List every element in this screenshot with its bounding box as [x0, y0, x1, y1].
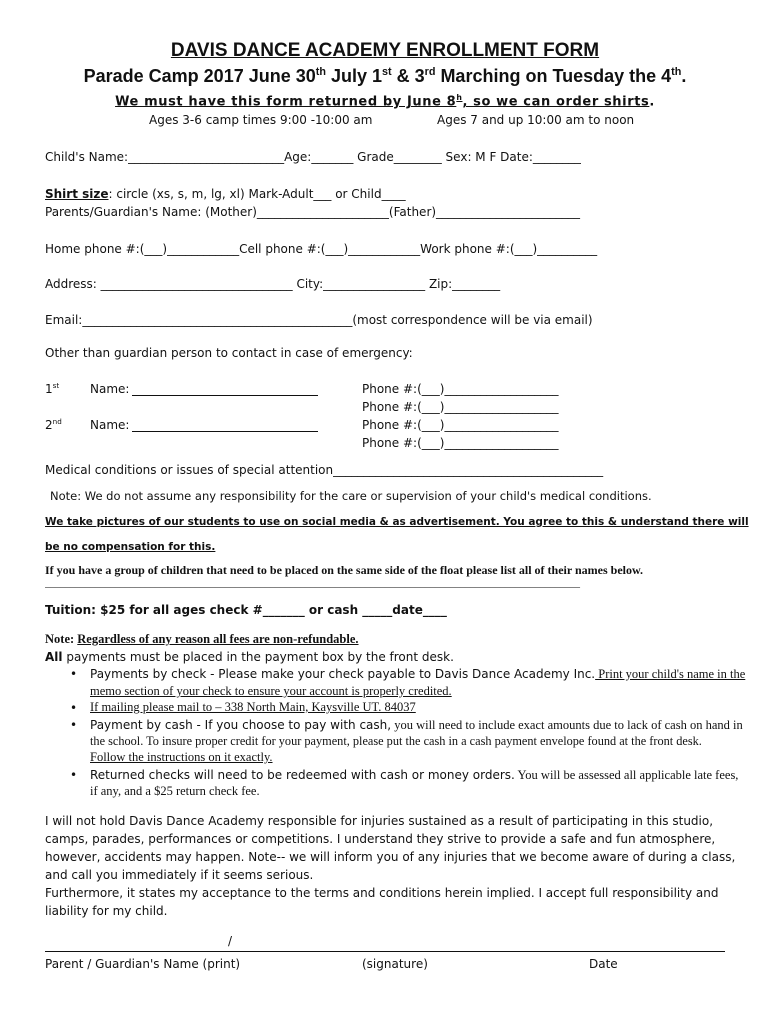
liability-line-1: I will not hold Davis Dance Academy responsible for injuries sustained as a result of participating in this studio, — [45, 814, 714, 828]
contact-1-name-label: Name: — [90, 382, 130, 396]
liability-line-6: liability for my child. — [45, 904, 168, 918]
emergency-contact-intro: Other than guardian person to contact in case of emergency: — [45, 346, 413, 360]
return-deadline: We must have this form returned by June 8$^h$, so we can order shirts. — [115, 93, 655, 110]
medical-conditions-line[interactable]: Medical conditions or issues of special attention_____________________________________________ — [45, 463, 604, 477]
phone-numbers-line[interactable]: Home phone #:(___)____________Cell phone #:(___)____________Work phone #:(___)__________ — [45, 242, 598, 256]
contact-phone-4[interactable]: Phone #:(___)___________________ — [362, 436, 559, 450]
bullet-returned: • — [70, 768, 78, 782]
payment-check-line-1: Payments by check - Please make your check payable to Davis Dance Academy Inc. Print your child's name in the — [90, 667, 746, 681]
liability-line-2: camps, parades, performances or competitions. I understand they strive to provide a safe and fun atmosphere, — [45, 832, 716, 846]
bullet-cash: • — [70, 718, 78, 732]
form-subtitle: Parade Camp 2017 June 30th July 1st & 3rd Marching on Tuesday the 4th. — [83, 66, 687, 86]
contact-phone-2[interactable]: Phone #:(___)___________________ — [362, 400, 559, 414]
ages-young-times: Ages 3-6 camp times 9:00 -10:00 am — [149, 113, 373, 127]
payment-box-note: All payments must be placed in the payment box by the front desk. — [45, 650, 454, 664]
shirt-size-line[interactable]: Shirt size: circle (xs, s, m, lg, xl) Mark-Adult___ or Child____ — [45, 187, 406, 201]
address-line[interactable]: Address: ________________________________ City:_________________ Zip:________ — [45, 277, 501, 291]
mailing-address: If mailing please mail to – 338 North Main, Kaysville UT. 84037 — [90, 700, 416, 714]
contact-1-number: 1st — [45, 381, 60, 396]
contact-2-name-field[interactable] — [132, 431, 318, 432]
tuition-line[interactable]: Tuition: $25 for all ages check #_______ or cash _____date____ — [45, 603, 447, 617]
returned-checks-line-1: Returned checks will need to be redeemed with cash or money orders. You will be assessed all applicable late fees, — [90, 768, 739, 782]
form-title: DAVIS DANCE ACADEMY ENROLLMENT FORM — [170, 40, 600, 61]
ages-old-times: Ages 7 and up 10:00 am to noon — [437, 113, 635, 127]
refund-note: Note: Regardless of any reason all fees are non-refundable. — [45, 632, 359, 646]
payment-cash-line-2: the school. To insure proper credit for your payment, please put the cash in a cash payment envelope found at the front desk. — [90, 734, 702, 748]
photo-consent-line-2: be no compensation for this. — [45, 541, 216, 553]
contact-phone-1[interactable]: Phone #:(___)___________________ — [362, 382, 559, 396]
email-line[interactable]: Email:_____________________________________________(most correspondence will be via email) — [45, 313, 593, 327]
parents-name-line[interactable]: Parents/Guardian's Name: (Mother)______________________(Father)________________________ — [45, 205, 581, 219]
signature-line[interactable] — [45, 951, 725, 952]
liability-line-3: however, accidents may happen. Note-- we will inform you of any injuries that we become aware of during a class, — [45, 850, 736, 864]
group-names-field[interactable]: ___________________________________________________________________________________________________________ — [45, 578, 580, 589]
bullet-mail: • — [70, 701, 78, 715]
group-instructions: If you have a group of children that need to be placed on the same side of the float please list all of their names below. — [45, 563, 643, 577]
returned-checks-line-2: if any, and a $25 return check fee. — [90, 784, 260, 798]
bullet-check: • — [70, 667, 78, 681]
medical-note: Note: We do not assume any responsibility for the care or supervision of your child's medical conditions. — [50, 489, 652, 503]
contact-phone-3[interactable]: Phone #:(___)___________________ — [362, 418, 559, 432]
contact-2-name-label: Name: — [90, 418, 130, 432]
date-label: Date — [589, 957, 618, 971]
payment-check-line-2: memo section of your check to ensure your account is properly credited. — [90, 684, 452, 698]
payment-cash-line-3: Follow the instructions on it exactly. — [90, 750, 273, 764]
liability-line-4: and call you immediately if it seems serious. — [45, 868, 314, 882]
photo-consent-line-1: We take pictures of our students to use on social media & as advertisement. You agree to this & understand there will — [45, 516, 749, 528]
parent-name-label: Parent / Guardian's Name (print) — [45, 957, 241, 971]
contact-1-name-field[interactable] — [132, 395, 318, 396]
signature-label: (signature) — [362, 957, 428, 971]
contact-2-number: 2nd — [45, 417, 62, 432]
signature-slash: / — [228, 934, 233, 948]
payment-cash-line-1: Payment by cash - If you choose to pay with cash, you will need to include exact amounts due to lack of cash on hand in — [90, 718, 743, 732]
child-info-line[interactable]: Child's Name:__________________________Age:_______ Grade________ Sex: M F Date:________ — [45, 150, 581, 164]
liability-line-5: Furthermore, it states my acceptance to the terms and conditions herein implied. I accept full responsibility and — [45, 886, 719, 900]
